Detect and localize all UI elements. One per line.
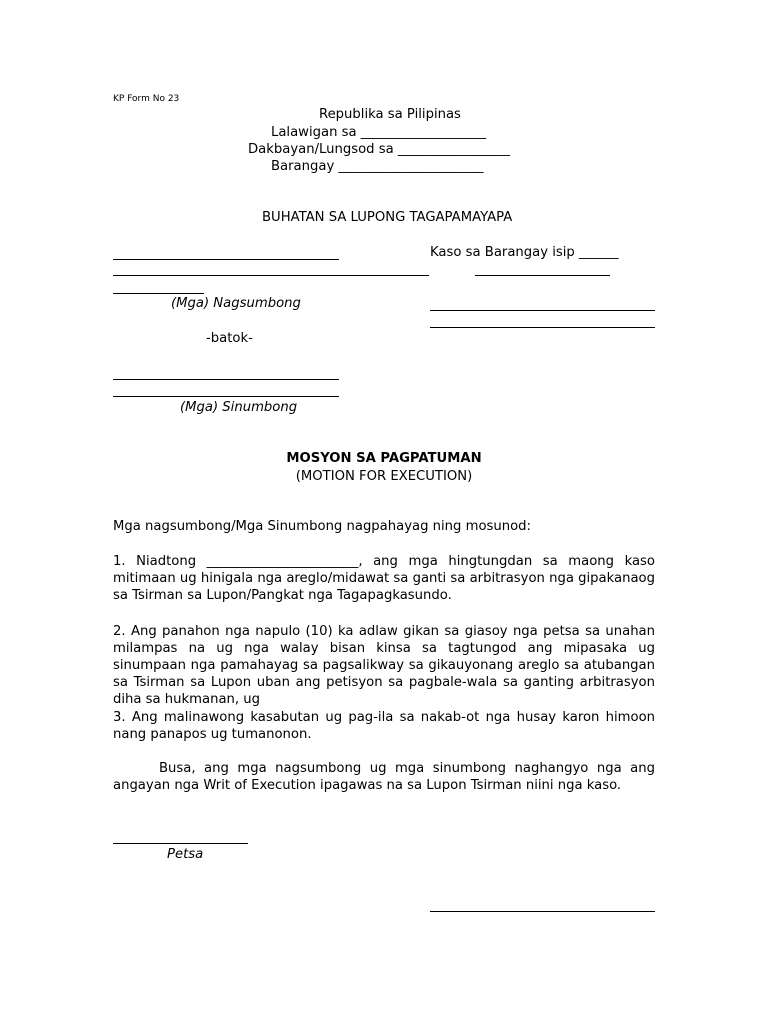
intro-statement: Mga nagsumbong/Mga Sinumbong nagpahayag ning mosunod: [113, 519, 531, 534]
republic-heading: Republika sa Pilipinas [319, 107, 461, 122]
case-title-line-2 [430, 310, 655, 311]
versus-label: -batok- [206, 331, 253, 346]
office-heading: BUHATAN SA LUPONG TAGAPAMAYAPA [262, 210, 513, 225]
complainants-label: (Mga) Nagsumbong [171, 296, 301, 311]
barangay-field: Barangay ______________________ [271, 159, 484, 174]
city-field: Dakbayan/Lungsod sa _________________ [248, 142, 510, 157]
form-code: KP Form No 23 [113, 94, 180, 104]
item-2: 2. Ang panahon nga napulo (10) ka adlaw gikan sa giasoy nga petsa sa unahan milampas na ug nga walay bisan kinsa sa tagtungod ang mipasaka ug sinumpaan nga pamahayag sa pagsalikway sa gikauyonang areglo sa atubangan sa Tsirman sa Lupon uban ang petisyon sa pagbale-wala sa ganting arbitrasyon diha sa hukmanan, ug [113, 624, 655, 707]
date-label: Petsa [167, 847, 204, 862]
date-line [113, 843, 248, 844]
case-title-line-3 [430, 327, 655, 328]
signature-line [430, 911, 655, 912]
case-title-line-1 [475, 275, 610, 276]
prayer-paragraph: Busa, ang mga nagsumbong ug mga sinumbong naghangyo nga ang angayan nga Writ of Execution ipagawas na sa Lupon Tsirman niini nga kaso. [113, 761, 655, 793]
province-field: Lalawigan sa ___________________ [271, 125, 487, 140]
item-3: 3. Ang malinawong kasabutan ug pag-ila sa nakab-ot nga husay karon himoon nang panapos ug tumanonon. [113, 710, 655, 742]
item-1: 1. Niadtong _______________________, ang mga hingtungdan sa maong kaso mitimaan ug hinigala nga areglo/midawat sa ganti sa arbitrasyon nga gipakanaog sa Tsirman sa Lupon/Pangkat nga Tagapagkasundo. [113, 554, 655, 603]
motion-title: MOSYON SA PAGPATUMAN [286, 451, 482, 466]
complainant-line-1 [113, 259, 339, 260]
complainant-line-2 [113, 275, 429, 276]
motion-subtitle: (MOTION FOR EXECUTION) [295, 469, 473, 484]
respondents-label: (Mga) Sinumbong [180, 400, 298, 415]
respondent-line-1 [113, 379, 339, 380]
complainant-line-3 [113, 293, 204, 294]
case-number-field: Kaso sa Barangay isip ______ [430, 245, 619, 260]
respondent-line-2 [113, 396, 339, 397]
